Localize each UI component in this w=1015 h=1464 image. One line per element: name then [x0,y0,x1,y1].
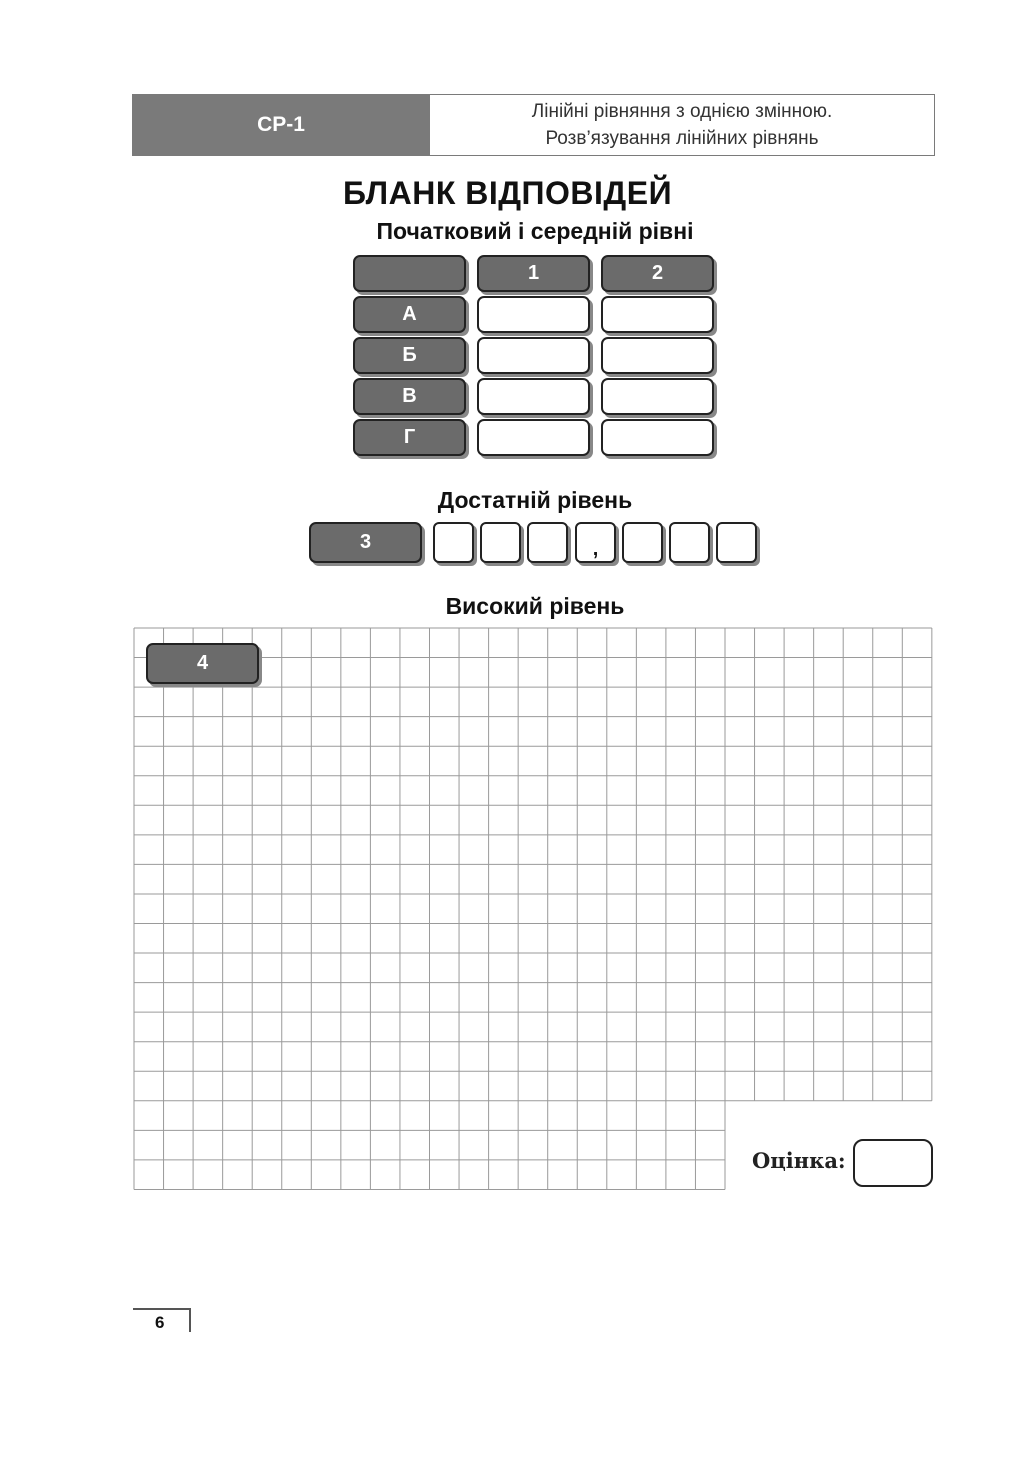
row-label-v: В [353,378,466,415]
topic-line-1: Лінійні рівняння з однією змінною. [531,101,833,122]
basic-level-heading: Початковий і середній рівні [376,218,694,244]
task-number-3: 3 [309,522,422,563]
page-title: БЛАНК ВІДПОВІДЕЙ [342,175,673,211]
decimal-comma: , [592,538,599,560]
row-label-b: Б [353,337,466,374]
column-header-1: 1 [477,255,590,292]
column-header-2: 2 [601,255,714,292]
topic-line-2: Розв’язування лінійних рівнянь [545,128,819,149]
grade-box[interactable] [853,1139,933,1187]
work-code: СР-1 [132,94,430,156]
sufficient-level-heading: Достатній рівень [437,487,633,513]
page-number: 6 [133,1308,191,1332]
row-label-g: Г [353,419,466,456]
high-level-heading: Високий рівень [445,593,625,619]
task-number-4: 4 [146,643,259,684]
row-label-a: А [353,296,466,333]
grade-label: Оцінка: [752,1148,846,1173]
